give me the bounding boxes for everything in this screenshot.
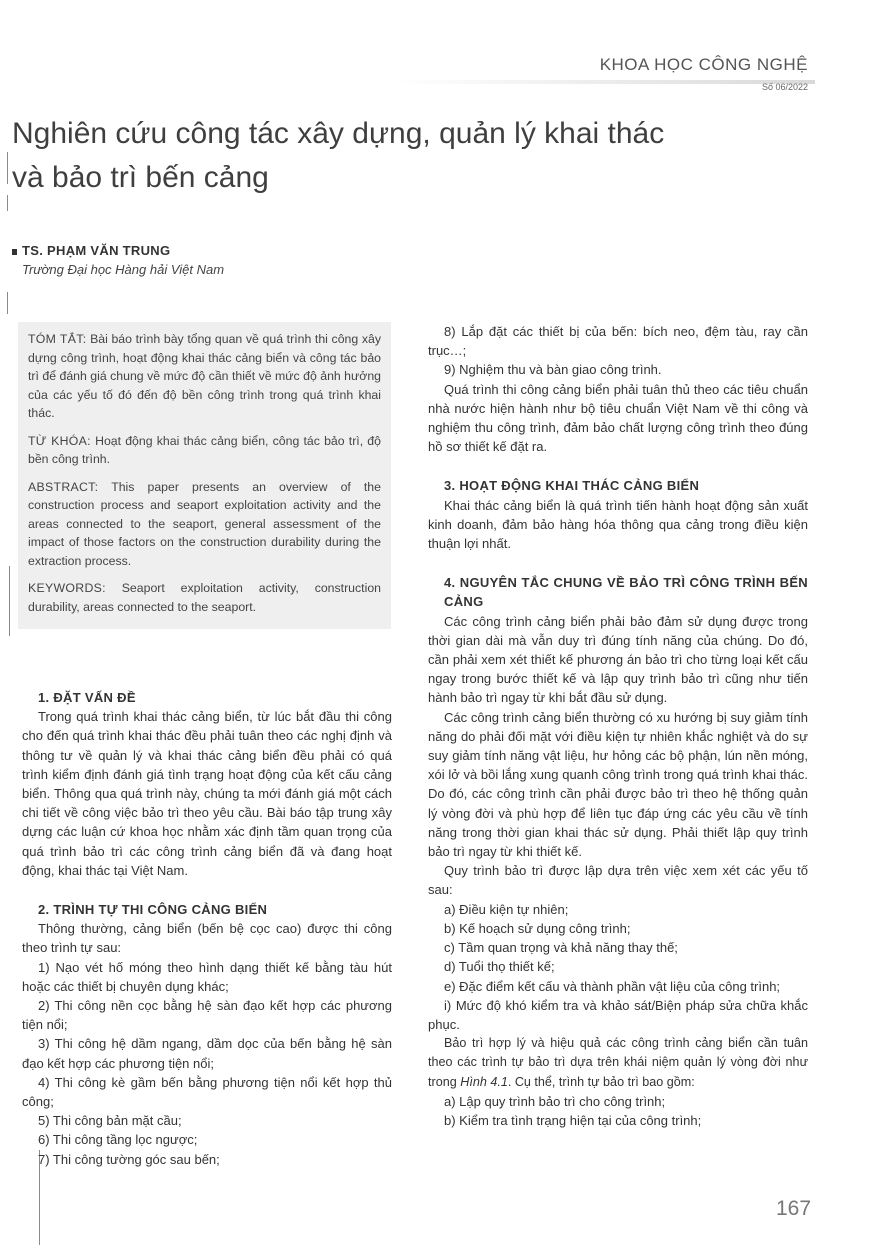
section-3-heading: 3. HOẠT ĐỘNG KHAI THÁC CẢNG BIỂN (444, 478, 700, 494)
paragraph-text: Bảo trì hợp lý và hiệu quả các công trình cảng biển cần tuân theo các trình tự bảo trì dựa trên khái niệm quản lý vòng đời như trong (428, 1036, 808, 1089)
keywords-text: Seaport exploitation activity, construction durability, areas connected to the seaport. (28, 581, 381, 614)
section-4-paragraph (428, 1034, 808, 1092)
section-4-paragraph: Các công trình cảng biển phải bảo đảm sử dụng được trong thời gian dài mà vẫn duy trì đúng tính năng của chúng. Do đó, cần phải xem xét thiết kế phương án bảo trì cho từng loại kết cấu ngay trong bước thiết kế và lập quy trình bảo trì cũng như tiến hành bảo trì ngay từ khi bắt đầu sử dụng. (428, 613, 808, 706)
standards-paragraph: Quá trình thi công cảng biển phải tuân thủ theo các tiêu chuẩn nhà nước hiện hành như bộ tiêu chuẩn Việt Nam về thi công và nghiệm thu công trình, đảm bảo chất lượng công trình theo đúng hồ sơ thiết kế đặt ra. (428, 381, 808, 455)
paragraph-text: . Cụ thể, trình tự bảo trì bao gồm: (507, 1074, 695, 1089)
right-column (428, 322, 808, 1130)
section-4-heading: 4. NGUYÊN TẮC CHUNG VỀ BẢO TRÌ CÔNG TRÌNH BẾN CẢNG (444, 575, 808, 610)
list-item: a) Điều kiện tự nhiên; (444, 901, 569, 917)
margin-rule (7, 195, 8, 211)
margin-rule (7, 152, 8, 184)
list-item: b) Kiểm tra tình trạng hiện tại của công trình; (444, 1112, 702, 1128)
list-item: 5) Thi công bản mặt cầu; (38, 1113, 182, 1129)
tukhoa-text: Hoạt động khai thác cảng biển, công tác bảo trì, độ bền công trình. (28, 433, 381, 466)
list-item: c) Tầm quan trọng và khả năng thay thế; (444, 940, 678, 956)
keywords-label: KEYWORDS: (28, 581, 106, 595)
title-line-1: Nghiên cứu công tác xây dựng, quản lý khai thác (12, 117, 665, 150)
list-item: 6) Thi công tầng lọc ngược; (38, 1132, 198, 1148)
margin-rule (7, 292, 8, 314)
list-item: a) Lập quy trình bảo trì cho công trình; (444, 1093, 666, 1109)
author-name: TS. PHẠM VĂN TRUNG (22, 243, 171, 258)
list-item: 7) Thi công tường góc sau bến; (38, 1151, 220, 1167)
list-item: i) Mức độ khó kiểm tra và khảo sát/Biện pháp sửa chữa khắc phục. (428, 997, 808, 1032)
keywords-vi (28, 432, 381, 469)
section-4-paragraph: Quy trình bảo trì được lập dựa trên việc xem xét các yếu tố sau: (428, 863, 808, 898)
section-3-paragraph: Khai thác cảng biển là quá trình tiến hành hoạt động sản xuất kinh doanh, đảm bảo hàng hóa thông qua cảng trong điều kiện thuận lợi nhất. (428, 497, 808, 552)
abstract-text: This paper presents an overview of the construction process and seaport exploitation activity and the areas connected to the seaport, general assessment of the impact of those factors on the construction durability during the extraction process. (28, 479, 381, 568)
author-affiliation: Trường Đại học Hàng hải Việt Nam (22, 262, 225, 277)
tomtat-text: Bài báo trình bày tổng quan về quá trình thi công xây dựng công trình, hoạt động khai thác cảng biển và công tác bảo trì để đánh giá chung về mức độ cần thiết về mức độ ảnh hưởng của các yếu tố đó đến độ bền công trình trong quá trình khai thác. (28, 332, 381, 420)
list-item: 3) Thi công hệ dầm ngang, dầm dọc của bến bằng hệ sàn đạo kết hợp các phương tiện nổi; (22, 1036, 392, 1071)
list-item: 4) Thi công kè gầm bến bằng phương tiện nổi kết hợp thủ công; (22, 1074, 392, 1110)
section-4-paragraph: Các công trình cảng biển thường có xu hướng bị suy giảm tính năng do phải đối mặt với điều kiện tự nhiên khắc nghiệt và do sự suy giảm tính năng vật liệu, hư hỏng các bộ phận, lún nền móng, xói lở và bồi lắng xung quanh công trình trong quá trình khai thác. Do đó, các công trình cần phải được bảo trì theo hệ thống quản lý vòng đời và phù hợp để liên tục đáp ứng các yêu cầu về tính năng trong thời gian khai thác sử dụng. Phải thiết lập quy trình bảo trì ngay từ khi thiết kế. (428, 709, 808, 860)
left-column (22, 688, 392, 1169)
author-bullet (12, 249, 17, 255)
tukhoa-label: TỪ KHÓA: (28, 433, 91, 448)
list-item: 8) Lắp đặt các thiết bị của bến: bích neo, đệm tàu, ray cần trục…; (428, 324, 808, 359)
section-1-paragraph: Trong quá trình khai thác cảng biển, từ lúc bắt đầu thi công cho đến quá trình khai thác đều phải tuân theo các nghị định và thông tư về quản lý và khai thác cảng biển đều phải có quá trình kiểm định đánh giá tình trạng hoạt động của kết cấu cảng biển. Thông qua quá trình này, chúng ta mới đánh giá một cách chi tiết về công việc bảo trì theo yêu cầu. Bài báo tập trung xây dựng các luận cứ khoa học nhằm xác định tầm quan trọng của quá trình bảo trì các công trình cảng biển đã và đang hoạt động, khai thác tại Việt Nam. (22, 709, 392, 878)
section-2-heading: 2. TRÌNH TỰ THI CÔNG CẢNG BIỂN (38, 902, 268, 918)
title-line-2: và bảo trì bến cảng (12, 161, 269, 194)
list-item: e) Đặc điểm kết cấu và thành phần vật liệu của công trình; (444, 978, 781, 994)
abstract-label: ABSTRACT: (28, 479, 99, 494)
abstract-vi (28, 330, 381, 423)
abstract-box (18, 322, 391, 629)
page-number: 167 (776, 1197, 812, 1220)
list-item: 9) Nghiệm thu và bàn giao công trình. (444, 362, 662, 378)
list-item: d) Tuổi thọ thiết kế; (444, 959, 555, 975)
section-1-heading: 1. ĐẶT VẤN ĐỀ (38, 690, 136, 705)
list-item: 2) Thi công nền cọc bằng hệ sàn đạo kết hợp các phương tiện nổi; (22, 998, 392, 1033)
figure-reference: Hình 4.1 (460, 1074, 508, 1089)
section-label: KHOA HỌC CÔNG NGHỆ (599, 55, 808, 74)
abstract-en (28, 478, 381, 571)
keywords-en (28, 579, 381, 616)
issue-number: Số 06/2022 (761, 82, 808, 92)
section-2-paragraph: Thông thường, cảng biển (bến bệ cọc cao) được thi công theo trình tự sau: (22, 921, 392, 956)
header-band (395, 80, 815, 84)
tomtat-label: TÓM TẮT: (28, 332, 87, 346)
list-item: b) Kế hoạch sử dụng công trình; (444, 920, 631, 936)
article-title (12, 112, 812, 200)
margin-rule (9, 566, 10, 636)
list-item: 1) Nạo vét hố móng theo hình dạng thiết kế bằng tàu hút hoặc các thiết bị chuyên dụng khác; (22, 959, 392, 994)
